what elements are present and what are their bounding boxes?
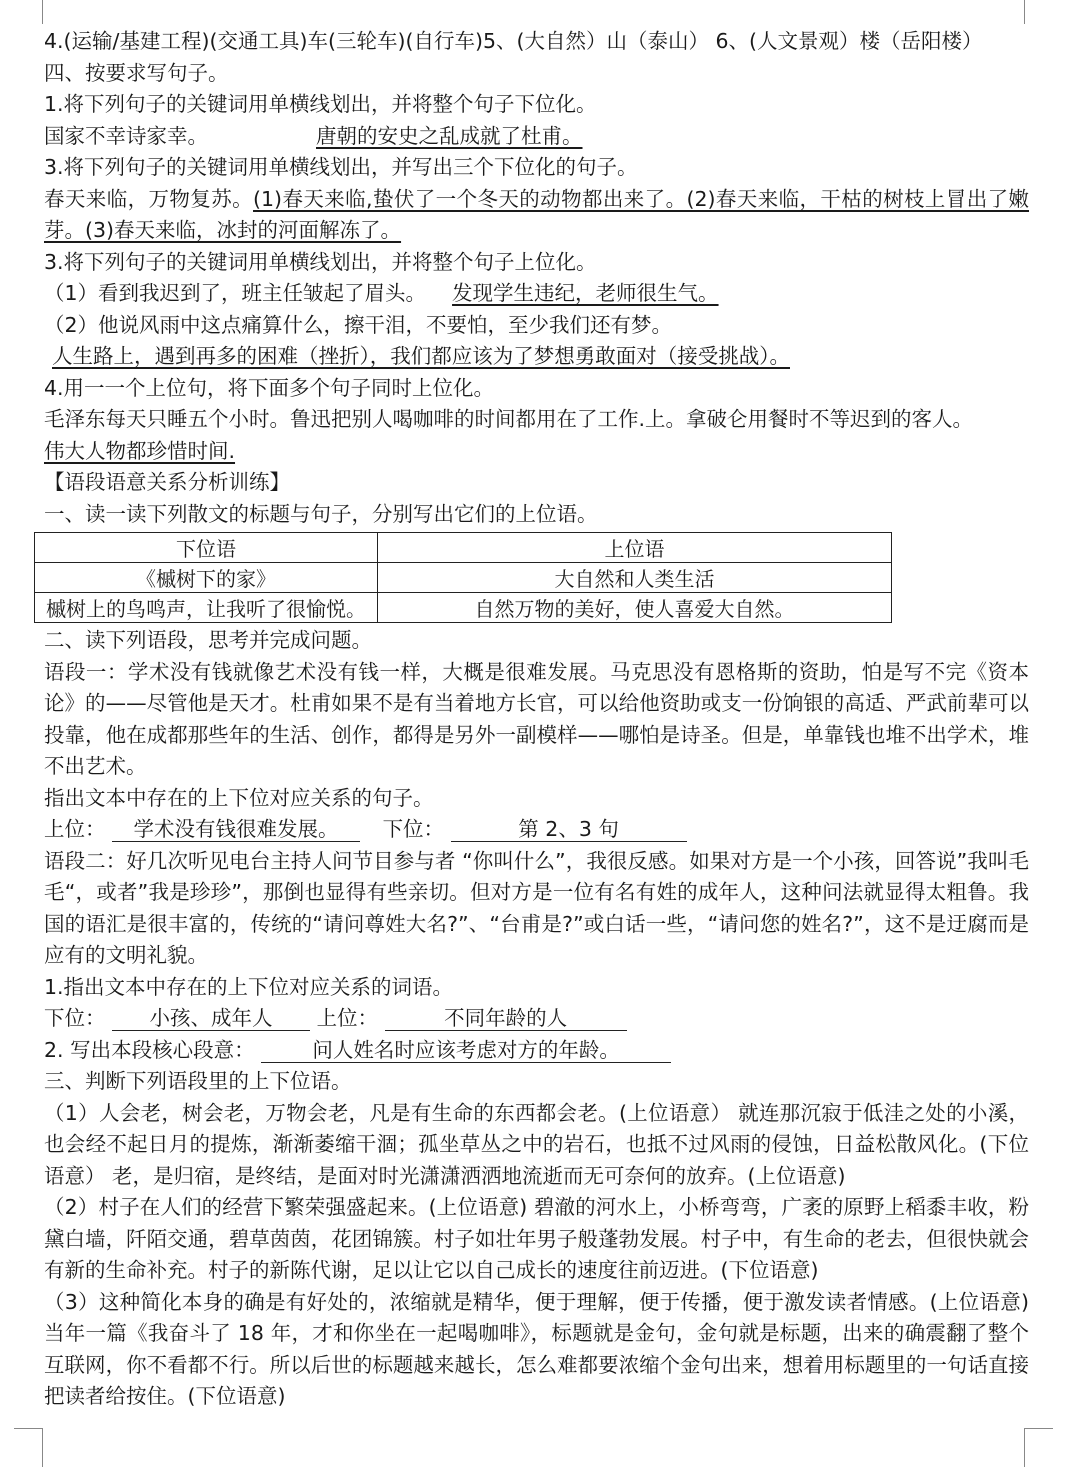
table-row [35,563,892,593]
answer-line-4-6: 4.(运输/基建工程)(交通工具)车(三轮车)(自行车)5、(大自然）山（泰山） 6、(人文景观）楼（岳阳楼） [44,29,983,53]
exercise-1-prompt: 国家不幸诗家幸。 [44,123,208,148]
exercise-3-1-answer: 发现学生违纪，老师很生气。 [452,281,719,305]
exercise-1 [44,121,1034,153]
document-page [44,26,1034,1413]
crop-mark-top-right [1024,0,1025,24]
judgment-passage-1: （1）人会老，树会老，万物会老，凡是有生命的东西都会老。(上位语意） 就连那沉寂于低洼之处的小溪，也会经不起日月的提炼，渐渐萎缩干涸；孤坐草丛之中的岩石，也抵不过风雨的侵蚀，日益松散风化。(下位语意） 老，是归宿，是终结，是面对时光潇潇洒洒地流逝而无可奈何的放弃。(上位语意) [44,1100,1029,1188]
lower-label: 下位： [44,1006,106,1030]
exercise-4-prompt: 毛泽东每天只睡五个小时。鲁迅把别人喝咖啡的时间都用在了工作.上。拿破仑用餐时不等迟到的客人。 [44,407,974,431]
judgment-passage-2: （2）村子在人们的经营下繁荣强盛起来。(上位语意) 碧澈的河水上，小桥弯弯，广袤的原野上稻黍丰收，粉黛白墙，阡陌交通，碧草茵茵，花团锦簇。村子如壮年男子般蓬勃发展。村子中，有生命的老去，但很快就会有新的生命补充。村子的新陈代谢，足以让它以自己成长的速度往前迈进。(下位语意) [44,1195,1029,1282]
core-meaning-label: 2. 写出本段核心段意： [44,1037,255,1062]
judgment-passage-3: （3）这种简化本身的确是有好处的，浓缩就是精华，便于理解，便于传播，便于激发读者情感。(上位语意) 当年一篇《我奋斗了 18 年，才和你坐在一起喝咖啡》，标题就是金句，金句就是标题，出来的确震翻了整个互联网，你不看都不行。所以后世的标题越来越长，怎么难都要浓缩个金句出来，想着用标题里的一句话直接把读者给按住。(下位语意) [44,1289,1029,1408]
crop-mark-bottom-left [14,1428,43,1467]
section-2-title: 二、读下列语段，思考并完成问题。 [44,628,372,652]
exercise-2 [44,184,1029,247]
passage-1-answer-row [44,814,1034,846]
passage-1-question: 指出文本中存在的上下位对应关系的句子。 [44,785,434,810]
crop-mark-top-left [42,0,43,24]
instruction-4: 4.用一一个上位句，将下面多个句子同时上位化。 [44,375,495,400]
upper-answer: 不同年龄的人 [385,1006,627,1031]
passage-2-answer-row [44,1003,1034,1035]
section-1-title: 一、读一读下列散文的标题与句子，分别写出它们的上位语。 [44,501,598,526]
exercise-3-2-answer: 人生路上，遇到再多的困难（挫折），我们都应该为了梦想勇敢面对（接受挑战）。 [52,344,790,368]
instruction-3: 3.将下列句子的关键词用单横线划出，并将整个句子上位化。 [44,249,597,274]
exercise-3-1-prompt: （1）看到我迟到了，班主任皱起了眉头。 [44,281,427,305]
table-cell: 槭树上的鸟鸣声，让我听了很愉悦。 [35,593,378,623]
section-3-title: 三、判断下列语段里的上下位语。 [44,1069,352,1093]
table-cell: 《槭树下的家》 [35,563,378,593]
hypernym-table [34,532,892,623]
passage-2-question: 1.指出文本中存在的上下位对应关系的词语。 [44,974,454,999]
upper-label: 上位： [316,1006,379,1030]
core-meaning-answer: 问人姓名时应该考虑对方的年龄。 [261,1038,671,1063]
passage-2: 语段二：好几次听见电台主持人问节目参与者 “你叫什么”，我很反感。如果对方是一个小孩，回答说”我叫毛毛“，或者”我是珍珍”，那倒也显得有些亲切。但对方是一位有名有姓的成年人，这种问法就显得太粗鲁。我国的语汇是很丰富的，传统的“请问尊姓大名?”、“台甫是?”或白话一些，“请问您的姓名?”，这不是迂腐而是应有的文明礼貌。 [44,848,1029,967]
exercise-4-answer: 伟大人物都珍惜时间. [44,438,236,463]
section-heading-4: 四、按要求写句子。 [44,60,229,85]
instruction-1: 1.将下列句子的关键词用单横线划出，并将整个句子下位化。 [44,92,597,116]
table-header-cell: 上位语 [378,533,892,563]
lower-answer: 小孩、成年人 [112,1006,310,1031]
table-cell: 大自然和人类生活 [378,563,892,593]
exercise-1-answer: 唐朝的安史之乱成就了杜甫。 [316,123,583,148]
passage-2-core-meaning-row [44,1035,1034,1067]
table-row [35,593,892,623]
exercise-3-1 [44,278,1034,310]
table-header-cell: 下位语 [35,533,378,563]
exercise-3-2-prompt: （2）他说风雨中这点痛算什么，擦干泪，不要怕，至少我们还有梦。 [44,312,673,337]
upper-answer: 学术没有钱很难发展。 [112,817,360,842]
training-heading: 【语段语意关系分析训练】 [44,470,290,494]
table-header-row [35,533,892,563]
lower-label: 下位： [382,817,445,841]
exercise-2-prompt: 春天来临，万物复苏。 [44,186,254,211]
passage-1: 语段一：学术没有钱就像艺术没有钱一样，大概是很难发展。马克思没有恩格斯的资助，怕是写不完《资本论》的——尽管他是天才。杜甫如果不是有当着地方长官，可以给他资助或支一份饷银的高适、严武前辈可以投靠，他在成都那些年的生活、创作，都得是另外一副模样——哪怕是诗圣。但是，单靠钱也堆不出学术，堆不出艺术。 [44,659,1029,778]
upper-label: 上位： [44,817,106,841]
table-cell: 自然万物的美好，使人喜爱大自然。 [378,593,892,623]
crop-mark-bottom-right [1024,1428,1053,1467]
exercise-2-answer: (1)春天来临,蛰伏了一个冬天的动物都出来了。(2)春天来临，干枯的树枝上冒出了嫩芽。(3)春天来临，冰封的河面解冻了。 [44,186,1030,242]
lower-answer: 第 2、3 句 [451,817,687,842]
instruction-2: 3.将下列句子的关键词用单横线划出，并写出三个下位化的句子。 [44,155,638,179]
